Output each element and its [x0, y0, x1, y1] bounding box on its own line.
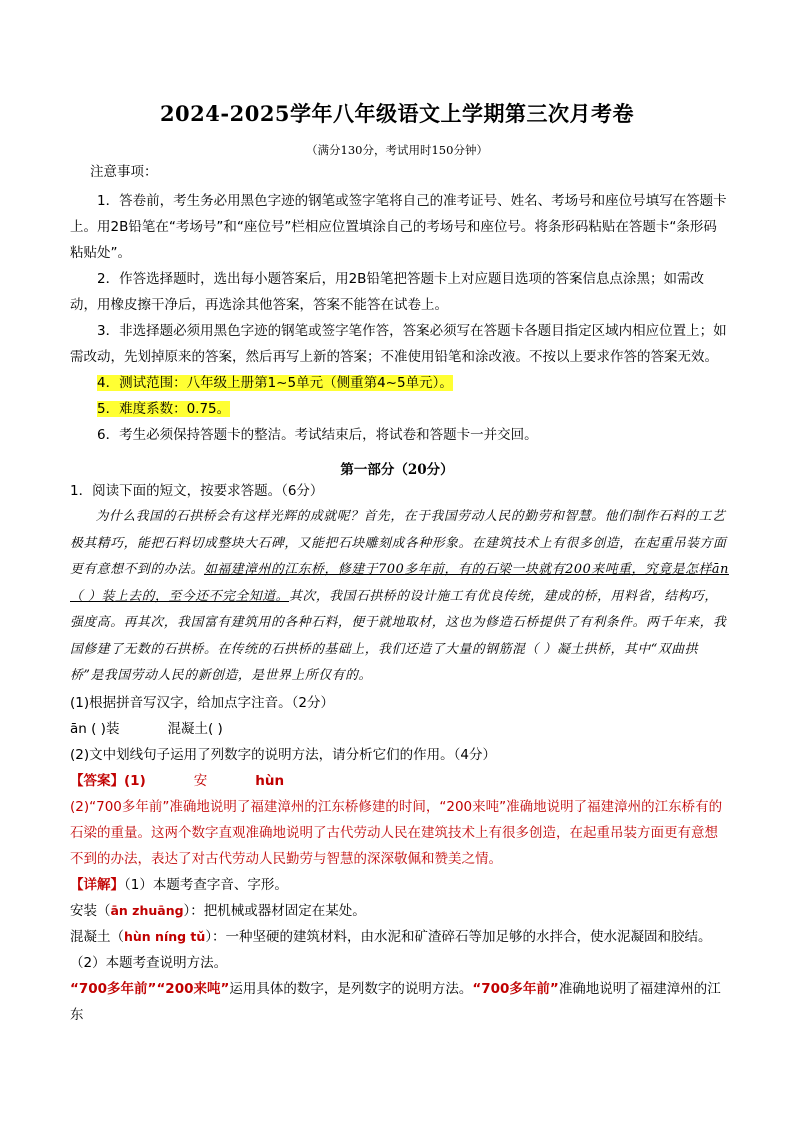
fill-blanks: ān ( )装 混凝土( ): [70, 720, 223, 737]
detail-line-5: “700多年前”“200来吨”运用具体的数字，是列数字的说明方法。“700多年前”准确地说明了福建漳州的江东: [70, 980, 721, 1023]
answer-line: 【答案】(1) 安 hùn: [70, 772, 285, 789]
reading-passage: 为什么我国的石拱桥会有这样光辉的成就呢？首先，在于我国劳动人民的勤劳和智慧。他们制作石料的工艺极其精巧，能把石料切成整块大石碑，又能把石块雕刻成各种形象。在建筑技术上有很多创造，在起重吊装方面更有意想不到的办法。如福建漳州的江东桥，修建于700多年前，有的石梁一块就有200来吨重，究竟是怎样ān（ ）装上去的，至今还不完全知道。其次，我国石拱桥的设计施工有优良传统，建成的桥，用料省，结构巧，强度高。再其次，我国富有建筑用的各种石料，便于就地取材，这也为修造石桥提供了有利条件。两千年来，我国修建了无数的石拱桥。在传统的石拱桥的基础上，我们还造了大量的钢筋混（ ）凝土拱桥，其中“双曲拱桥”是我国劳动人民的新创造，是世界上所仅有的。: [70, 509, 729, 683]
notice-item-3: 3．非选择题必须用黑色字迹的钢笔或签字笔作答，答案必须写在答题卡各题目指定区域内相应位置上；如需改动，先划掉原来的答案，然后再写上新的答案；不准使用铅笔和涂改液。不按以上要求作答的答案无效。: [70, 323, 727, 365]
detail-line-4: （2）本题考查说明方法。: [70, 954, 228, 971]
notice-item-6: 6．考生必须保持答题卡的整洁。考试结束后，将试卷和答题卡一并交回。: [97, 427, 538, 443]
notice-item-1: 1．答卷前，考生务必用黑色字迹的钢笔或签字笔将自己的准考证号、姓名、考场号和座位号填写在答题卡上。用2B铅笔在“考场号”和“座位号”栏相应位置填涂自己的考场号和座位号。将条形码粘贴在答题卡“条形码粘贴处”。: [70, 193, 727, 261]
detail-line-3: 混凝土（hùn níng tǔ）：一种坚硬的建筑材料，由水泥和矿渣碎石等加足够的水拌合，使水泥凝固和胶结。: [70, 928, 712, 945]
notice-item-5: 5．难度系数：0.75。: [97, 401, 231, 417]
page-title: 2024-2025学年八年级语文上学期第三次月考卷: [159, 101, 635, 126]
notice-list: [70, 188, 730, 448]
sub-question-1: (1)根据拼音写汉字，给加点字注音。（2分）: [70, 694, 334, 711]
detail-line-2: 安装（ān zhuāng）：把机械或器材固定在某处。: [70, 902, 366, 919]
section-heading: 第一部分（20分）: [340, 462, 454, 478]
underlined-sentence: 如福建漳州的江东桥，修建于700多年前，有的石梁一块就有200来吨重，究竟是怎样ān（ ）装上去的，至今还不完全知道。: [70, 562, 729, 604]
page-subtitle: （满分130分，考试用时150分钟）: [306, 143, 488, 157]
question-1: [70, 478, 730, 1028]
question-stem: 1．阅读下面的短文，按要求答题。（6分）: [70, 483, 324, 499]
answer-explanation: (2)“700多年前”准确地说明了福建漳州的江东桥修建的时间，“200来吨”准确地说明了福建漳州的江东桥有的石梁的重量。这两个数字直观准确地说明了古代劳动人民在建筑技术上有很多创造，在起重吊装方面更有意想不到的办法，表达了对古代劳动人民勤劳与智慧的深深敬佩和赞美之情。: [70, 798, 723, 867]
notice-item-2: 2．作答选择题时，选出每小题答案后，用2B铅笔把答题卡上对应题目选项的答案信息点涂黑；如需改动，用橡皮擦干净后，再选涂其他答案，答案不能答在试卷上。: [70, 271, 704, 313]
notice-item-4: 4．测试范围：八年级上册第1~5单元（侧重第4~5单元）。: [97, 375, 453, 391]
sub-question-2: (2)文中划线句子运用了列数字的说明方法，请分析它们的作用。（4分）: [70, 746, 496, 763]
detail-line-1: 【详解】（1）本题考查字音、字形。: [70, 876, 288, 893]
notice-heading: 注意事项：: [90, 164, 158, 180]
